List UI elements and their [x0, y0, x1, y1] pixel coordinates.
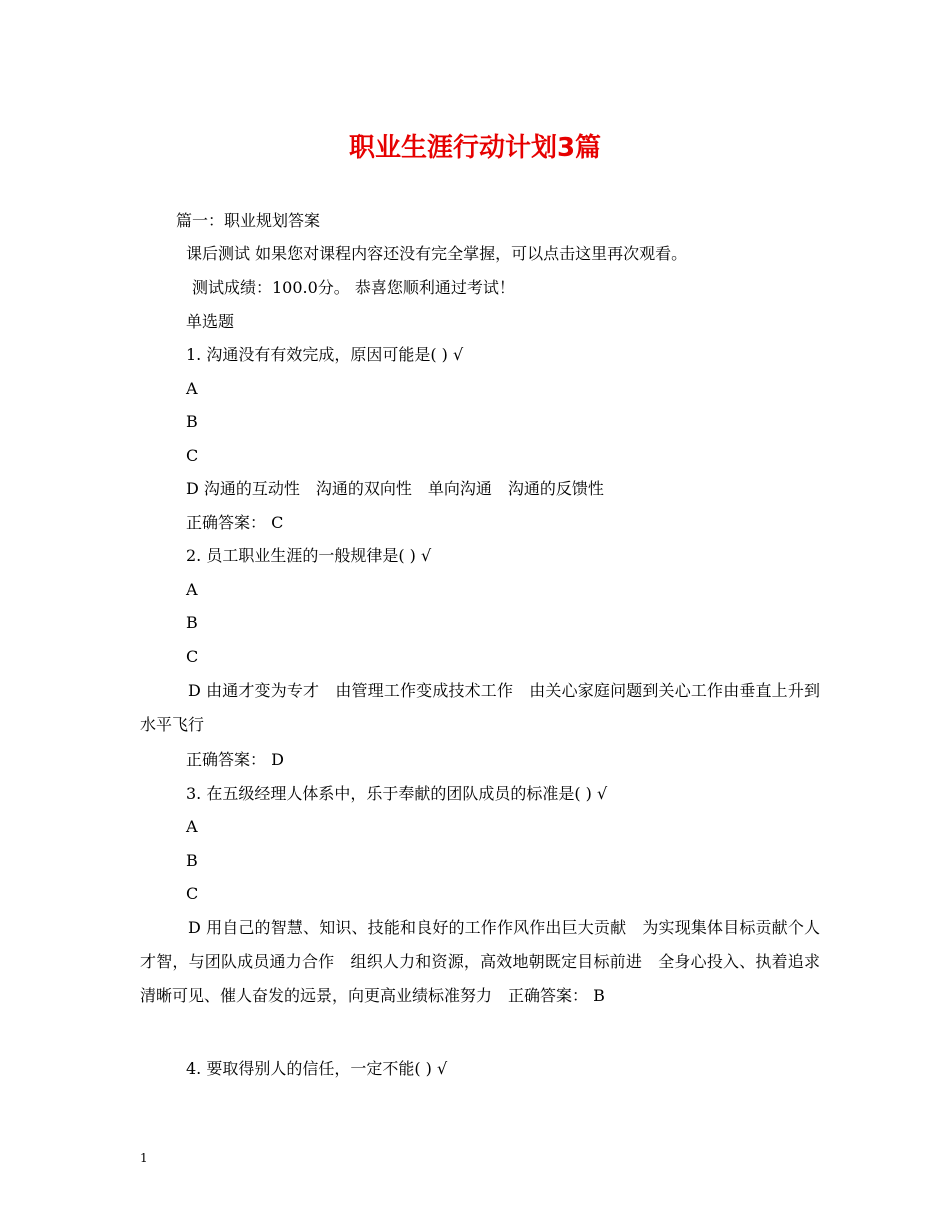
- answer-2: 正确答案： D: [186, 750, 284, 769]
- document-title: 职业生涯行动计划3篇: [348, 133, 602, 163]
- option-c: C: [186, 446, 199, 465]
- answer-1: 正确答案： C: [186, 513, 284, 532]
- option-b: B: [186, 613, 198, 632]
- option-c: C: [186, 884, 199, 903]
- option-b: B: [186, 851, 198, 870]
- question-type-heading: 单选题: [186, 312, 235, 331]
- question-4: 4. 要取得别人的信任，一定不能( ) √: [186, 1059, 448, 1078]
- option-d: D 用自己的智慧、知识、技能和良好的工作作风作出巨大贡献 为实现集体目标贡献个人才智，与团队成员通力合作 组织人力和资源，高效地朝既定目标前进 全身心投入、执着追求清晰可见、催人奋发的远景，向更高业绩标准努力 正确答案： B: [140, 918, 820, 1005]
- option-a: A: [186, 379, 198, 398]
- question-2: 2. 员工职业生涯的一般规律是( ) √: [186, 546, 432, 565]
- page-number: 1: [140, 1151, 148, 1165]
- option-d: D 由通才变为专才 由管理工作变成技术工作 由关心家庭问题到关心工作由垂直上升到水平飞行: [140, 681, 820, 734]
- option-d: D 沟通的互动性 沟通的双向性 单向沟通 沟通的反馈性: [186, 479, 604, 498]
- option-c: C: [186, 647, 199, 666]
- question-1: 1. 沟通没有有效完成，原因可能是( ) √: [186, 345, 464, 364]
- option-a: A: [186, 580, 198, 599]
- option-b: B: [186, 412, 198, 431]
- option-a: A: [186, 817, 198, 836]
- intro-line: 课后测试 如果您对课程内容还没有完全掌握，可以点击这里再次观看。: [186, 244, 688, 263]
- score-line: 测试成绩：100.0分。 恭喜您顺利通过考试！: [192, 278, 515, 297]
- section-heading: 篇一：职业规划答案: [176, 211, 321, 230]
- question-3: 3. 在五级经理人体系中，乐于奉献的团队成员的标准是( ) √: [186, 784, 608, 803]
